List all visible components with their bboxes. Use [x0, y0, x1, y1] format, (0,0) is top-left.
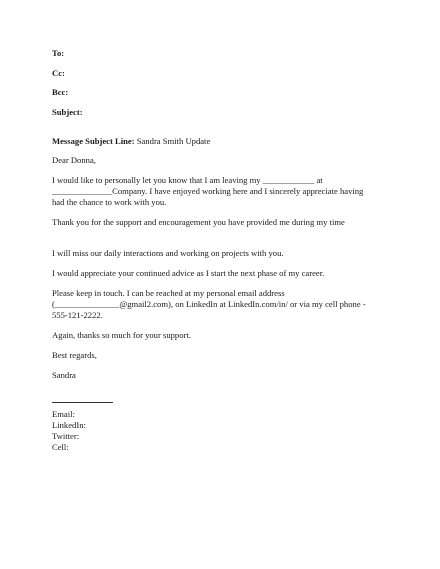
paragraph-line: had the chance to work with you. [52, 196, 167, 207]
message-subject-line [52, 136, 392, 147]
paragraph-line: (_______________@gmail2.com), on LinkedIn at LinkedIn.com/in/ or via my cell phone - [52, 298, 366, 309]
paragraph-line: Please keep in touch. I can be reached at my personal email address [52, 287, 285, 298]
cc-label: Cc: [52, 67, 65, 78]
cell-label: Cell: [52, 441, 69, 452]
message-subject-value: Sandra Smith Update [136, 135, 211, 146]
bcc-label: Bcc: [52, 87, 69, 97]
paragraph-thanks: Thank you for the support and encouragement you have provided me during my time [52, 216, 345, 227]
greeting: Dear Donna, [52, 154, 96, 165]
twitter-label: Twitter: [52, 430, 80, 441]
paragraph-line: 555-121-2222. [52, 309, 103, 320]
signature-name: Sandra [52, 369, 76, 380]
signature-line [52, 393, 113, 403]
paragraph-line: ______________Company. I have enjoyed working here and I sincerely appreciate having [52, 185, 364, 196]
message-subject-label: Message Subject Line: [52, 135, 135, 146]
to-label: To: [52, 48, 65, 58]
contact-block [52, 409, 392, 453]
closing: Best regards, [52, 349, 97, 360]
letter-page [52, 48, 392, 453]
subject-label: Subject: [52, 106, 83, 117]
paragraph-advice: I would appreciate your continued advice as I start the next phase of my career. [52, 267, 325, 278]
paragraph-leaving [52, 175, 392, 208]
paragraph-contact [52, 288, 392, 321]
linkedin-label: LinkedIn: [52, 419, 86, 430]
paragraph-line: I would like to personally let you know that I am leaving my ____________ at [52, 174, 323, 185]
email-label: Email: [52, 408, 75, 419]
paragraph-again: Again, thanks so much for your support. [52, 329, 191, 340]
paragraph-miss: I will miss our daily interactions and working on projects with you. [52, 247, 284, 258]
